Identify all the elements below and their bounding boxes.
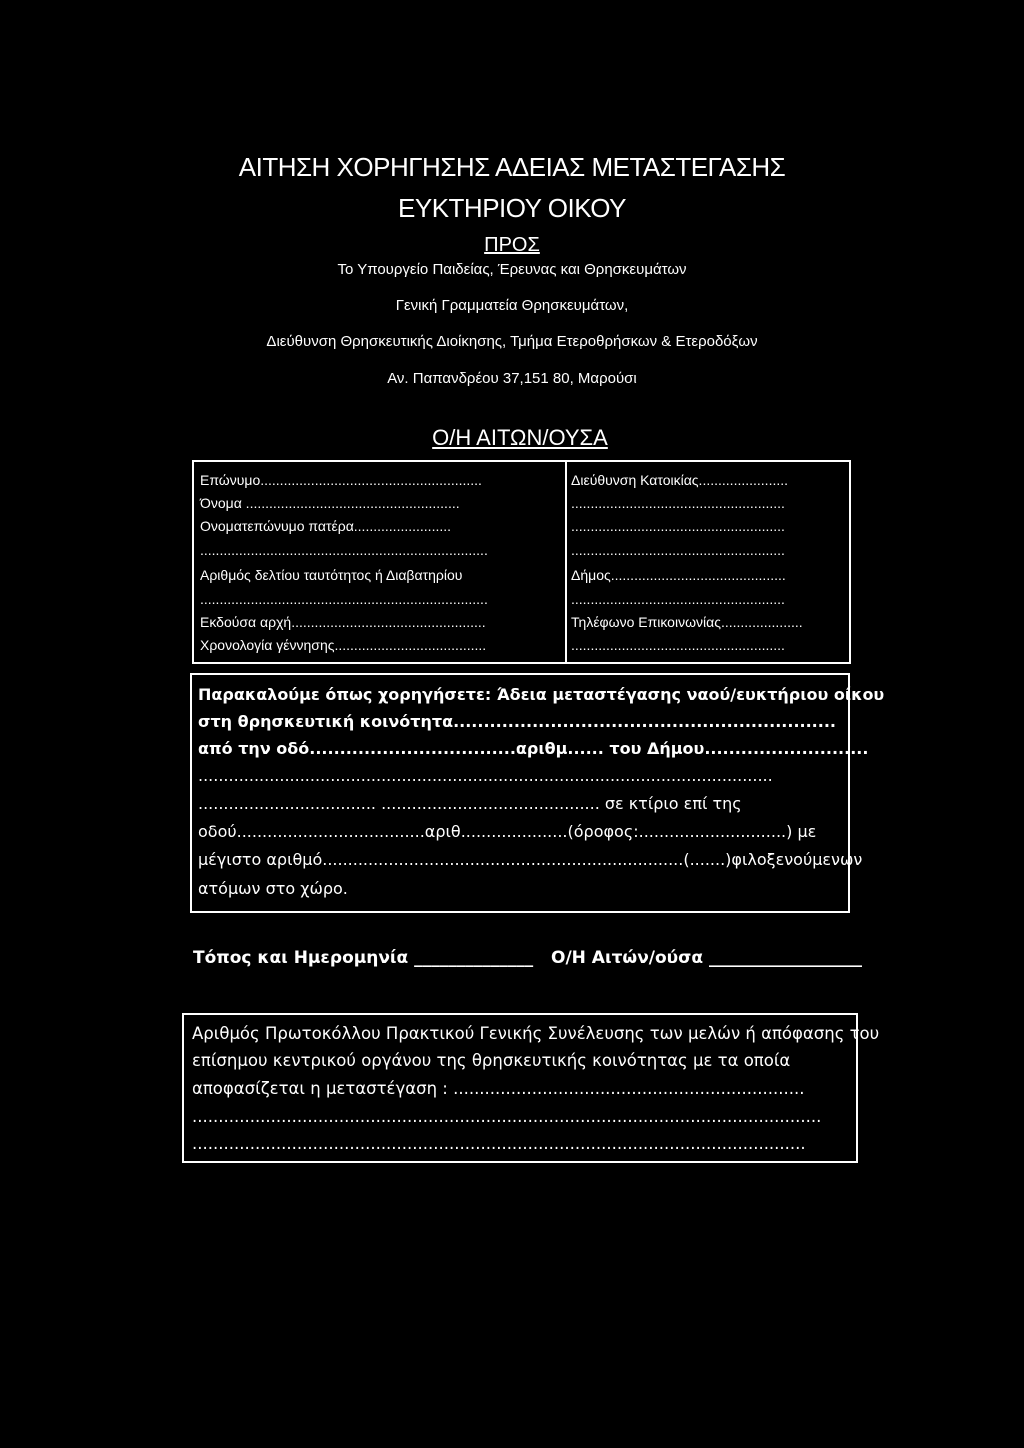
residence-address-line2[interactable]: ....................................................... — [571, 495, 785, 511]
applicant-signature-field[interactable]: Ο/Η Αιτών/ούσα __________________ — [551, 948, 862, 968]
applicant-box-divider — [565, 462, 567, 662]
surname-field[interactable]: Επώνυμο......................................................... — [200, 472, 482, 488]
residence-address-field[interactable]: Διεύθυνση Κατοικίας....................... — [571, 472, 789, 488]
request-box — [190, 673, 850, 913]
recipient-department: Διεύθυνση Θρησκευτικής Διοίκησης, Τμήμα Ετεροθρήσκων & Ετεροδόξων — [266, 333, 758, 350]
recipient-address: Αν. Παπανδρέου 37,151 80, Μαρούσι — [387, 370, 637, 387]
father-name-field[interactable]: Ονοματεπώνυμο πατέρα......................... — [200, 518, 452, 534]
residence-address-line4[interactable]: ....................................................... — [571, 542, 785, 558]
id-number-field[interactable]: .......................................................................... — [200, 591, 488, 607]
father-name-continuation[interactable]: .......................................................................... — [200, 542, 488, 558]
first-name-field[interactable]: Όνομα ....................................................... — [200, 495, 460, 511]
recipient-ministry: Το Υπουργείο Παιδείας, Έρευνας και Θρησκευμάτων — [337, 261, 687, 278]
request-max-capacity[interactable]: μέγιστο αριθμό.......................................................................(.......)φιλοξενούμενων — [198, 850, 863, 869]
request-community-field[interactable]: στη θρησκευτική κοινότητα............................................................... — [198, 712, 836, 731]
recipient-heading: ΠΡΟΣ — [484, 234, 540, 256]
applicant-details-box — [192, 460, 851, 664]
form-title-line1: ΑΙΤΗΣΗ ΧΟΡΗΓΗΣΗΣ ΑΔΕΙΑΣ ΜΕΤΑΣΤΕΓΑΣΗΣ — [238, 152, 786, 182]
request-street-field[interactable]: από την οδό..................................αριθμ...... του Δήμου........................... — [198, 739, 869, 758]
place-date-field[interactable]: Τόπος και Ημερομηνία ______________ — [193, 948, 534, 968]
protocol-blank-line1[interactable]: ........................................................................................................................ — [192, 1107, 822, 1126]
protocol-decision-field[interactable]: αποφασίζεται η μεταστέγαση : ................................................................... — [192, 1079, 805, 1098]
issuing-authority-field[interactable]: Εκδούσα αρχή.................................................. — [200, 614, 486, 630]
id-number-label: Αριθμός δελτίου ταυτότητος ή Διαβατηρίου — [200, 567, 463, 583]
municipality-field[interactable]: Δήμος............................................. — [571, 567, 786, 583]
applicant-heading: Ο/Η ΑΙΤΩΝ/ΟΥΣΑ — [432, 425, 608, 450]
request-line-permit: Παρακαλούμε όπως χορηγήσετε: Άδεια μεταστέγασης ναού/ευκτήριου οίκου — [198, 685, 885, 704]
protocol-description: επίσημου κεντρικού οργάνου της θρησκευτικής κοινότητας με τα οποία — [192, 1051, 791, 1070]
phone-field[interactable]: Τηλέφωνο Επικοινωνίας..................... — [571, 614, 803, 630]
request-blank-line[interactable]: ................................................................................................................. — [198, 766, 773, 785]
request-street-number-floor[interactable]: οδού.....................................αριθ.....................(όροφος:.............................) με — [198, 822, 817, 841]
phone-continuation[interactable]: ....................................................... — [571, 637, 785, 653]
recipient-secretariat: Γενική Γραμματεία Θρησκευμάτων, — [395, 297, 629, 314]
residence-address-line3[interactable]: ....................................................... — [571, 518, 785, 534]
protocol-number-label: Αριθμός Πρωτοκόλλου Πρακτικού Γενικής Συνέλευσης των μελών ή απόφασης του — [192, 1024, 880, 1043]
request-closing-text: ατόμων στο χώρο. — [198, 879, 348, 898]
protocol-blank-line2[interactable]: ..................................................................................................................... — [192, 1134, 806, 1153]
municipality-continuation[interactable]: ....................................................... — [571, 591, 785, 607]
form-title-line2: ΕΥΚΤΗΡΙΟΥ ΟΙΚΟΥ — [398, 193, 626, 223]
birth-date-field[interactable]: Χρονολογία γέννησης....................................... — [200, 637, 487, 653]
request-building-line[interactable]: ................................... ........................................... σε κτίριο επί της — [198, 794, 742, 813]
